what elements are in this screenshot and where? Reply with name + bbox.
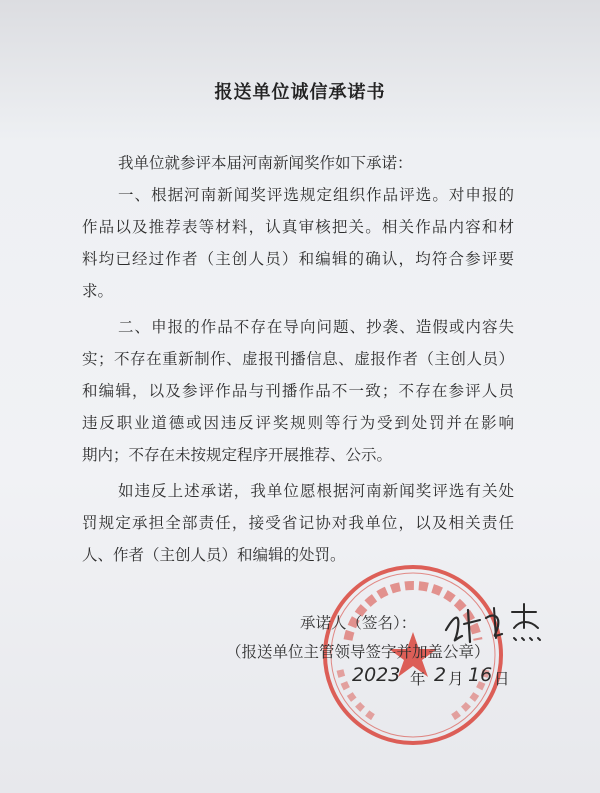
paragraph-1-line-2: 作品以及推荐表等材料，认真审核把关。相关作品内容和材 — [82, 218, 514, 236]
paragraph-3-line-3: 人、作者（主创人员）和编辑的处罚。 — [82, 546, 346, 564]
date-day-unit: 日 — [494, 670, 510, 688]
page-title: 报送单位诚信承诺书 — [214, 82, 386, 103]
paragraph-2-line-4: 违反职业道德或因违反评奖规则等行为受到处罚并在影响 — [82, 414, 514, 432]
paragraph-1-line-4: 求。 — [82, 282, 114, 300]
date-month: 2 — [434, 664, 447, 686]
paragraph-2-line-1: 二、申报的作品不存在导向问题、抄袭、造假或内容失 — [118, 318, 514, 336]
paragraph-1-line-1: 一、根据河南新闻奖评选规定组织作品评选。对申报的 — [118, 186, 514, 204]
paragraph-2-line-3: 和编辑，以及参评作品与刊播作品不一致；不存在参评人员 — [82, 382, 514, 400]
paragraph-1-line-3: 料均已经过作者（主创人员）和编辑的确认，均符合参评要 — [82, 250, 514, 268]
signature-note: （报送单位主管领导签字并加盖公章） — [226, 643, 490, 661]
intro-line: 我单位就参评本届河南新闻奖作如下承诺： — [118, 154, 413, 172]
paragraph-2-line-5: 期内；不存在未按规定程序开展推荐、公示。 — [82, 446, 393, 464]
date-day: 16 — [468, 664, 493, 686]
paragraph-3-line-1: 如违反上述承诺，我单位愿根据河南新闻奖评选有关处 — [118, 482, 514, 500]
signature-label: 承诺人（签名）： — [300, 614, 417, 632]
paragraph-3-line-2: 罚规定承担全部责任，接受省记协对我单位，以及相关责任 — [82, 514, 514, 532]
date-year-unit: 年 — [410, 670, 426, 688]
date-month-unit: 月 — [448, 670, 464, 688]
date-year: 2023 — [352, 664, 401, 686]
paragraph-2-line-2: 实；不存在重新制作、虚报刊播信息、虚报作者（主创人员） — [82, 350, 514, 368]
